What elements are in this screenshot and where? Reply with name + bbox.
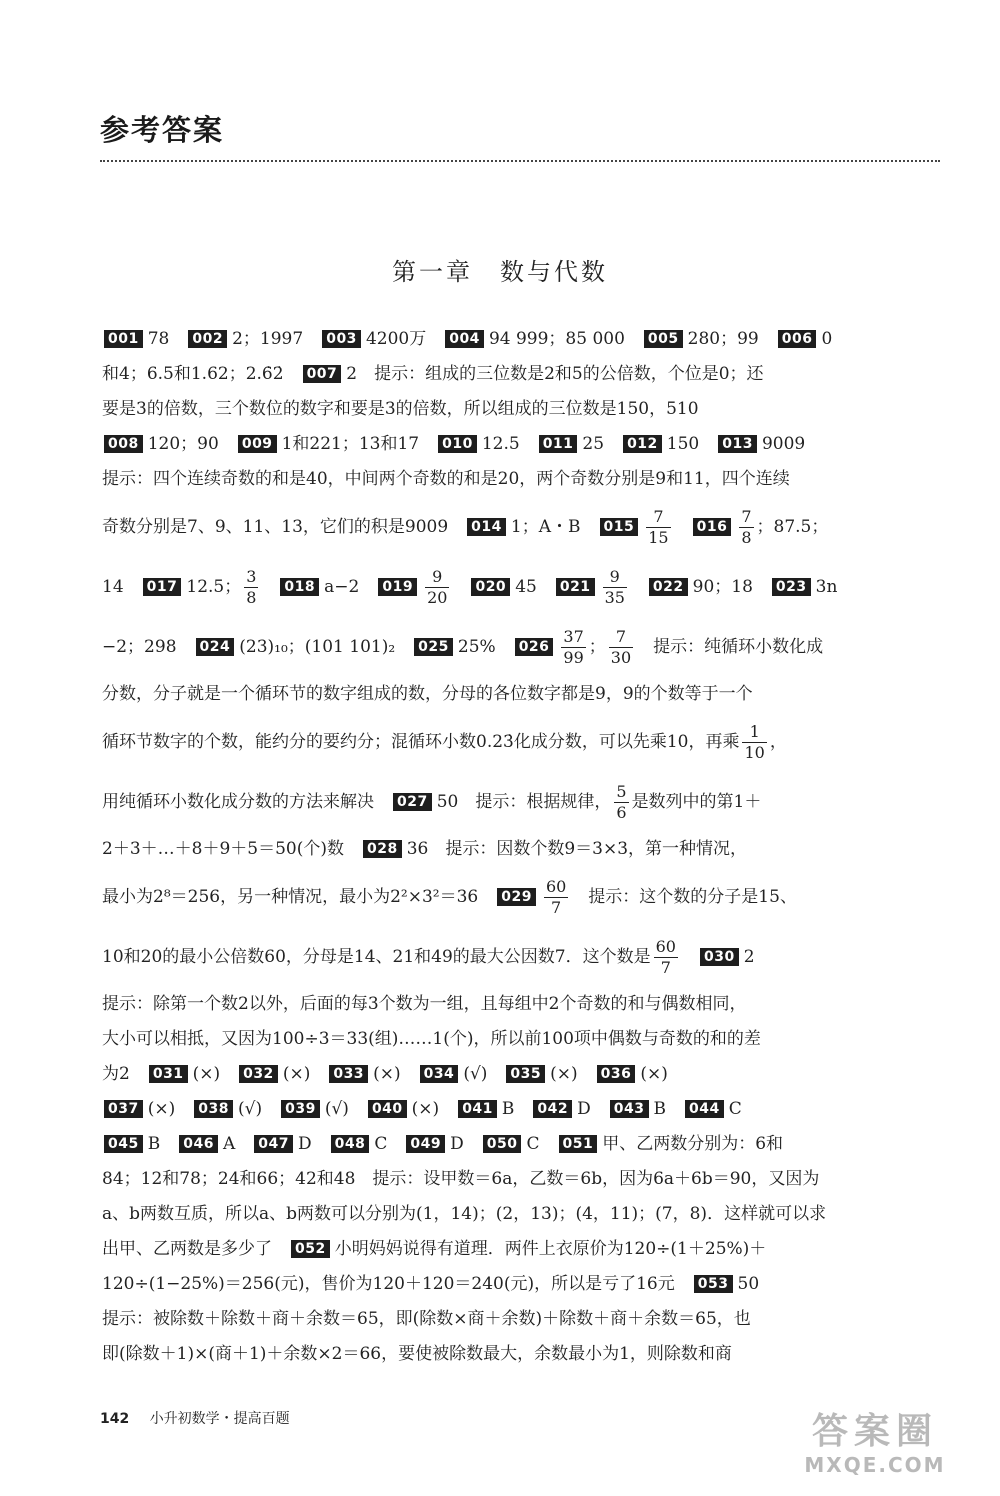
answer-text: (×) [192,1064,238,1084]
answer-line [102,1092,940,1127]
question-number-badge: 037 [104,1100,143,1118]
answer-line [102,1162,940,1197]
answer-text: C [526,1134,557,1154]
answer-text [674,517,691,537]
page-number: 142 [100,1411,130,1427]
question-number-badge: 031 [149,1065,188,1083]
answer-text: 12.5； [186,577,242,597]
answer-text: 4200万 [365,329,444,349]
question-number-badge: 044 [685,1100,724,1118]
answer-text: 分数，分子就是一个循环节的数字组成的数，分母的各位数字都是9，9的个数等于一个 [102,684,753,704]
answer-line [102,927,940,987]
answer-line [102,987,940,1022]
answer-text: (23)₁₀；(101 101)₂ [239,637,413,657]
answer-text: (√) [463,1064,505,1084]
fraction-numerator: 60 [655,937,676,956]
fraction-denominator: 10 [744,743,765,762]
answer-text: 3n [815,577,838,597]
answer-text: 25% [457,637,513,657]
question-number-badge: 004 [445,330,484,348]
answer-line [102,1302,940,1337]
watermark-logo [770,1412,980,1478]
question-number-badge: 012 [623,435,662,453]
fraction-numerator: 9 [603,567,627,588]
answer-text: (√) [237,1099,280,1119]
answer-line [102,1057,940,1092]
answer-line [102,1337,940,1372]
answer-text: 奇数分别是7、9、11、13，它们的积是9009 [102,517,466,537]
answer-text: A [222,1134,253,1154]
answer-text: B [653,1099,684,1119]
question-number-badge: 018 [280,578,319,596]
fraction-denominator: 6 [616,803,627,822]
question-number-badge: 019 [378,578,417,596]
answer-text [261,577,278,597]
fraction [561,627,585,668]
question-number-badge: 053 [694,1275,733,1293]
question-number-badge: 025 [414,638,453,656]
answer-line [102,392,940,427]
answer-text: ； [588,637,606,657]
answer-line [102,677,940,712]
answer-text: 要是3的倍数，三个数位的数字和要是3的倍数，所以组成的三位数是150，510 [102,399,699,419]
answer-line [102,322,940,357]
fraction [425,567,449,608]
answer-text: 是数列中的第1＋ [631,792,762,812]
answer-text: B [147,1134,178,1154]
question-number-badge: 013 [718,435,757,453]
answer-text: 90；18 [692,577,770,597]
answer-text: D [297,1134,329,1154]
question-number-badge: 001 [104,330,143,348]
question-number-badge: 020 [471,578,510,596]
answer-text: C [728,1099,742,1119]
question-number-badge: 016 [693,518,732,536]
fraction-numerator: 7 [741,507,752,526]
answer-text: 提示：这个数的分子是15、 [571,887,797,907]
fraction [244,567,258,608]
answer-text: (×) [147,1099,193,1119]
answer-text: (×) [640,1064,668,1084]
answer-text: 50 [737,1274,760,1294]
answer-text: a−2 [324,577,377,597]
answer-text: 甲、乙两数分别为：6和 [602,1134,784,1154]
question-number-badge: 007 [303,365,342,383]
question-number-badge: 034 [420,1065,459,1083]
answer-text: 和4；6.5和1.62；2.6̇2̇ [102,364,301,384]
question-number-badge: 011 [539,435,578,453]
answer-text: 50 提示：根据规律， [436,792,612,812]
answer-text: 1；A・B [510,517,598,537]
watermark-url: MXQE.COM [804,1453,946,1477]
answer-text: ；87.5； [756,517,829,537]
answer-text: ， [769,732,787,752]
question-number-badge: 052 [291,1240,330,1258]
question-number-badge: 010 [438,435,477,453]
answer-text [630,577,647,597]
fraction-denominator: 15 [648,528,669,547]
answer-text: D [577,1099,608,1119]
question-number-badge: 026 [515,638,554,656]
answer-line [102,462,940,497]
fraction [646,507,670,548]
answer-line [102,357,940,392]
question-number-badge: 002 [188,330,227,348]
fraction-numerator: 7 [609,627,633,648]
answer-line [102,772,940,832]
question-number-badge: 003 [322,330,361,348]
fraction-denominator: 20 [427,588,448,607]
answer-text: 280；99 [687,329,776,349]
answer-text: (√) [324,1099,366,1119]
fraction [609,627,633,668]
answer-text: −2；298 [102,637,194,657]
answer-text: 36 提示：因数个数9＝3×3，第一种情况， [406,839,748,859]
fraction-denominator: 8 [246,588,257,607]
answer-text: 大小可以相抵，又因为100÷3＝33(组)……1(个)，所以前100项中偶数与奇数的和的差 [102,1029,761,1049]
answer-line [102,1267,940,1302]
answer-text: 150 [666,434,717,454]
answer-text: B [501,1099,532,1119]
fraction-numerator: 60 [545,877,567,896]
answer-text: 25 [582,434,622,454]
answer-text [681,947,698,967]
question-number-badge: 045 [104,1135,143,1153]
fraction [742,722,766,763]
answer-text: 12.5 [481,434,537,454]
question-number-badge: 039 [281,1100,320,1118]
section-title: 参考答案 [100,113,225,147]
answer-text: 10和20的最小公倍数60，分母是14、21和49的最大公因数7．这个数是 [102,947,651,967]
fraction [739,507,753,548]
answer-line [102,1232,940,1267]
fraction-numerator: 9 [425,567,449,588]
question-number-badge: 035 [506,1065,545,1083]
answer-text: C [374,1134,405,1154]
answer-line [102,497,940,557]
question-number-badge: 006 [778,330,817,348]
answer-line [102,557,940,617]
answer-text: 9009 [761,434,806,454]
fraction-numerator: 37 [563,627,584,646]
answer-text: D [450,1134,481,1154]
question-number-badge: 050 [483,1135,522,1153]
fraction-denominator: 8 [741,528,752,547]
question-number-badge: 041 [458,1100,497,1118]
answer-text: 2 提示：组成的三位数是2和5的公倍数，个位是0；还 [346,364,764,384]
question-number-badge: 024 [196,638,235,656]
question-number-badge: 033 [329,1065,368,1083]
answer-line [102,1197,940,1232]
answer-text: 为2 [102,1064,147,1084]
answer-text: 出甲、乙两数是多少了 [102,1239,289,1259]
answer-text: 提示：纯循环小数化成 [636,637,824,657]
fraction-denominator: 35 [604,588,625,607]
fraction-denominator: 7 [660,958,671,977]
question-number-badge: 017 [143,578,182,596]
answer-text: (×) [411,1099,457,1119]
question-number-badge: 036 [597,1065,636,1083]
answer-line [102,832,940,867]
question-number-badge: 022 [649,578,688,596]
answer-text: 最小为2⁸＝256，另一种情况，最小为2²×3²＝36 [102,887,496,907]
answer-text: 1和221；13和17 [281,434,437,454]
answer-text: 120÷(1−25%)＝256(元)，售价为120＋120＝240(元)，所以是亏了16元 [102,1274,692,1294]
answer-text: 2 [743,947,755,967]
watermark-brand: 答案圈 [811,1411,938,1452]
question-number-badge: 014 [467,518,506,536]
answer-line [102,867,940,927]
answer-line [102,712,940,772]
dotted-divider [100,160,940,162]
answer-text: (×) [282,1064,328,1084]
fraction-numerator: 7 [646,507,670,528]
question-number-badge: 043 [610,1100,649,1118]
answer-text: 提示：四个连续奇数的和是40，中间两个奇数的和是20，两个奇数分别是9和11，四个连续 [102,469,790,489]
question-number-badge: 015 [600,518,639,536]
answer-text: 120；90 [147,434,236,454]
question-number-badge: 005 [644,330,683,348]
question-number-badge: 028 [363,840,402,858]
answer-text: a、b两数互质，所以a、b两数可以分别为(1，14)；(2，13)；(4，11)；(7，8)．这样就可以求 [102,1204,827,1224]
chapter-title: 第一章 数与代数 [392,258,608,286]
answer-content [102,322,940,1372]
question-number-badge: 047 [254,1135,293,1153]
answer-text: 小明妈妈说得有道理．两件上衣原价为120÷(1＋25%)＋ [334,1239,767,1259]
fraction-denominator: 30 [610,648,632,667]
answer-text: 提示：除第一个数2以外，后面的每3个数为一组，且每组中2个奇数的和与偶数相同， [102,994,747,1014]
answer-line [102,1022,940,1057]
answer-text: 2＋3＋…＋8＋9＋5＝50(个)数 [102,839,361,859]
answer-text: 94 999；85 000 [488,329,642,349]
page-footer [100,1408,290,1428]
question-number-badge: 021 [556,578,595,596]
question-number-badge: 046 [179,1135,218,1153]
answer-text: 78 [147,329,187,349]
answer-text: 45 [515,577,554,597]
question-number-badge: 008 [104,435,143,453]
fraction-denominator: 99 [563,648,584,667]
question-number-badge: 009 [238,435,277,453]
answer-text: 循环节数字的个数，能约分的要约分；混循环小数0.23̇化成分数，可以先乘10，再乘 [102,732,740,752]
fraction-numerator: 3 [246,567,257,586]
book-title: 小升初数学・提高百题 [149,1411,290,1427]
fraction [544,877,568,918]
question-number-badge: 030 [700,948,739,966]
answer-text: 提示：被除数＋除数＋商＋余数＝65，即(除数×商＋余数)＋除数＋商＋余数＝65，也 [102,1309,751,1329]
question-number-badge: 040 [368,1100,407,1118]
answer-text: 14 [102,577,141,597]
answer-text: (×) [373,1064,418,1084]
question-number-badge: 051 [559,1135,598,1153]
question-number-badge: 023 [772,578,811,596]
fraction-numerator: 5 [616,782,627,801]
answer-line [102,1127,940,1162]
answer-text: (×) [550,1064,595,1084]
question-number-badge: 048 [331,1135,370,1153]
answer-text: 即(除数＋1)×(商＋1)＋余数×2＝66，要使被除数最大，余数最小为1，则除数和商 [102,1344,732,1364]
question-number-badge: 032 [239,1065,278,1083]
question-number-badge: 027 [393,793,432,811]
answer-text: 0 [821,329,833,349]
fraction [614,782,628,823]
fraction-denominator: 7 [551,898,562,917]
answer-text [452,577,469,597]
question-number-badge: 029 [497,888,536,906]
question-number-badge: 049 [406,1135,445,1153]
question-number-badge: 038 [194,1100,233,1118]
answer-line [102,617,940,677]
answer-line [102,427,940,462]
fraction [603,567,627,608]
fraction [654,937,678,978]
answer-text: 用纯循环小数化成分数的方法来解决 [102,792,391,812]
question-number-badge: 042 [533,1100,572,1118]
fraction-numerator: 1 [742,722,766,743]
answer-text: 2；1997 [232,329,321,349]
answer-text: 84；12和78；24和66；42和48 提示：设甲数＝6a，乙数＝6b，因为6a＋6b＝90，又因为 [102,1169,820,1189]
